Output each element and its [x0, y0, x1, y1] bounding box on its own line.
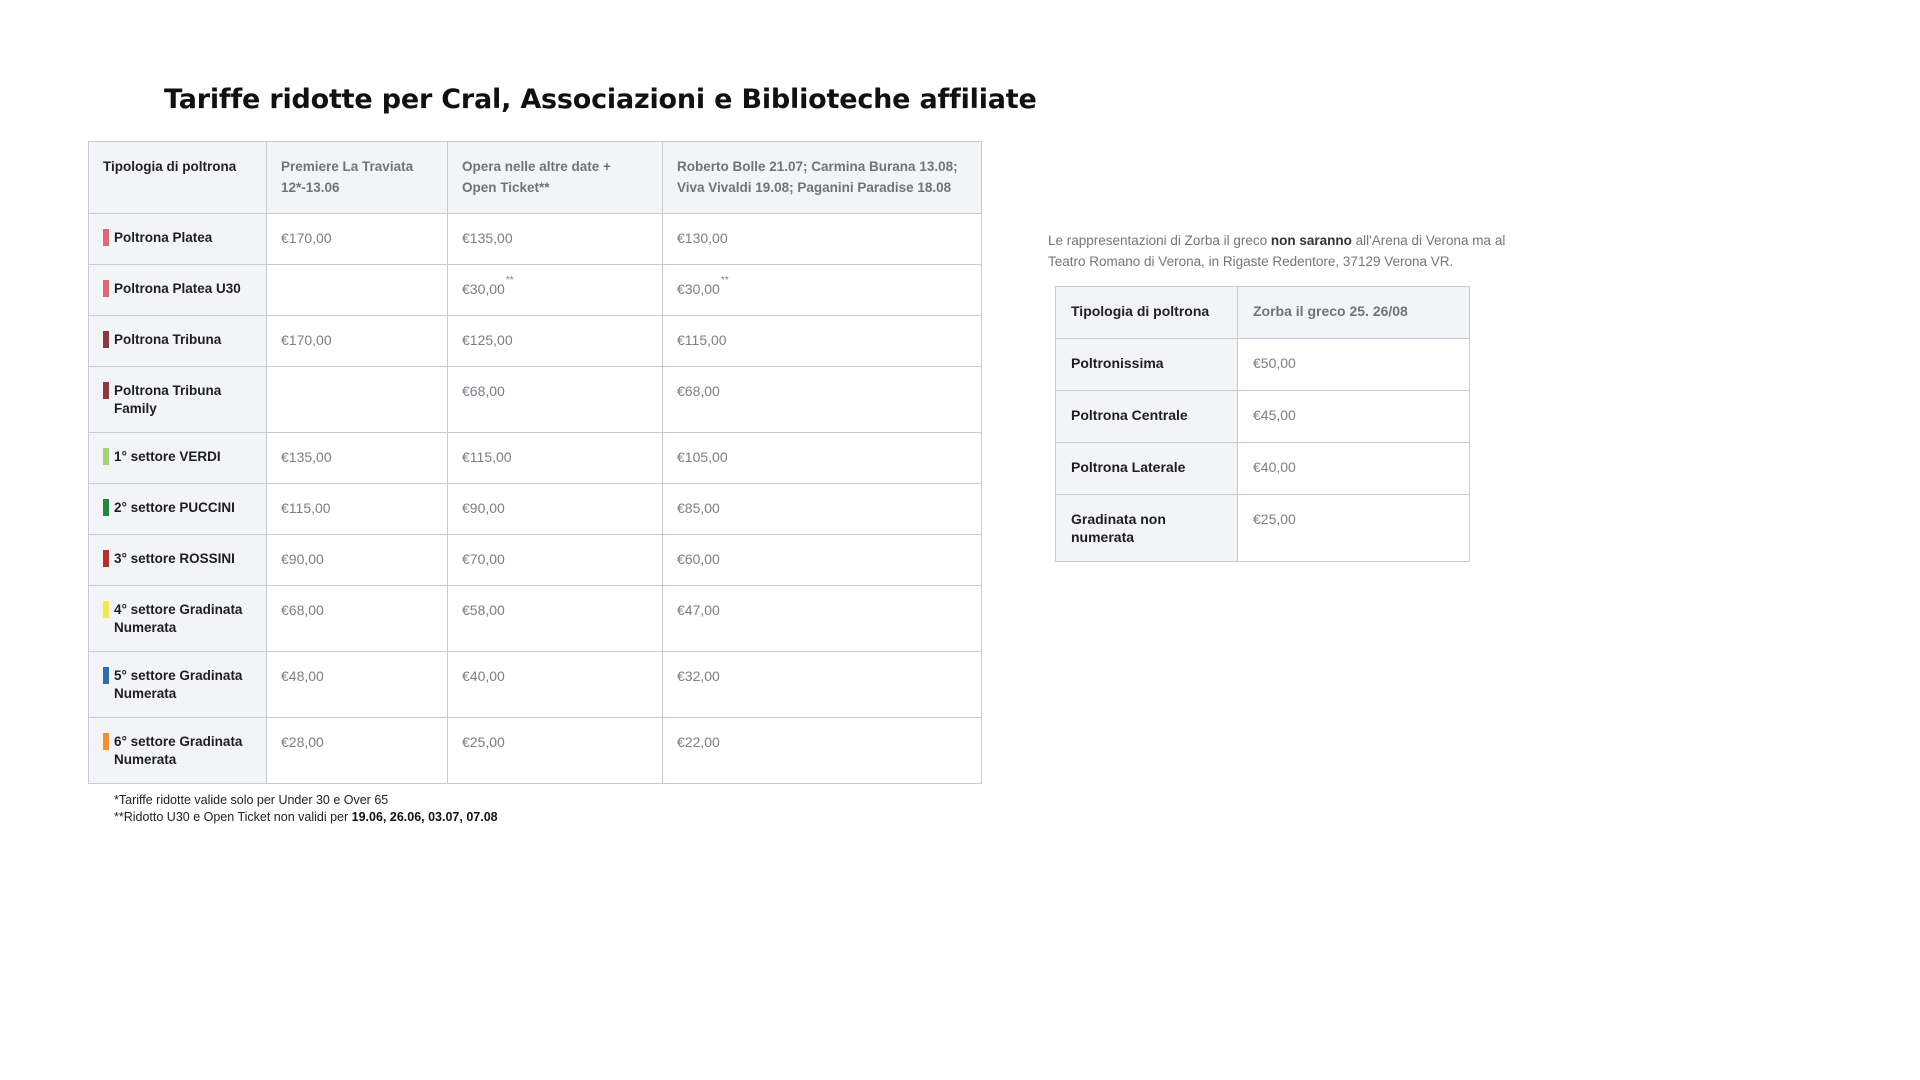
- price-cell: [448, 433, 663, 484]
- seat-type-cell: [1056, 443, 1238, 495]
- note-emphasis: non saranno: [1270, 233, 1352, 248]
- seat-type-label: Gradinata non numerata: [1071, 511, 1166, 545]
- price-cell: [663, 484, 982, 535]
- table-row: [89, 484, 982, 535]
- table-row: [1056, 495, 1470, 562]
- price-value: €32,00: [677, 668, 720, 684]
- price-value: €115,00: [677, 332, 727, 348]
- price-value: €70,00: [462, 551, 505, 567]
- seat-type-cell: [89, 718, 267, 784]
- price-cell: [267, 433, 448, 484]
- header-cell: [89, 142, 267, 214]
- price-cell: [448, 586, 663, 652]
- price-cell: [267, 652, 448, 718]
- color-swatch: [103, 499, 109, 516]
- price-cell: [448, 718, 663, 784]
- table-row: [89, 718, 982, 784]
- note-text-1: Le rappresentazioni di Zorba il greco: [1048, 233, 1271, 248]
- seat-type-label: 4° settore Gradinata Numerata: [114, 602, 243, 635]
- price-cell: [448, 484, 663, 535]
- price-value: €68,00: [677, 383, 720, 399]
- seat-type-cell: [89, 535, 267, 586]
- price-cell: [267, 484, 448, 535]
- price-cell: [663, 535, 982, 586]
- header-label: Zorba il greco 25. 26/08: [1253, 303, 1408, 319]
- price-cell: [1238, 391, 1470, 443]
- price-value: €22,00: [677, 734, 720, 750]
- price-value: €30,00: [677, 281, 720, 297]
- price-value: €58,00: [462, 602, 505, 618]
- seat-type-label: Poltrona Centrale: [1071, 407, 1188, 423]
- price-cell: [267, 367, 448, 433]
- price-value: €68,00: [281, 602, 324, 618]
- footnote-1: *Tariffe ridotte valide solo per Under 30 e Over 65: [114, 793, 389, 807]
- seat-type-label: Poltrona Platea: [114, 230, 213, 245]
- table-row: [89, 535, 982, 586]
- seat-type-label: 2° settore PUCCINI: [114, 500, 235, 515]
- footnote-2-text: **Ridotto U30 e Open Ticket non validi per: [114, 810, 352, 824]
- seat-type-label: Poltrona Tribuna: [114, 332, 222, 347]
- price-value: €125,00: [462, 332, 513, 348]
- seat-type-cell: [1056, 391, 1238, 443]
- footnote-marker: **: [720, 275, 729, 286]
- table-row: [89, 433, 982, 484]
- color-swatch: [103, 550, 109, 567]
- seat-type-cell: [89, 433, 267, 484]
- seat-type-cell: [1056, 339, 1238, 391]
- seat-type-cell: [89, 214, 267, 265]
- price-value: €85,00: [677, 500, 720, 516]
- price-value: €48,00: [281, 668, 324, 684]
- price-cell: [663, 367, 982, 433]
- price-cell: [663, 718, 982, 784]
- price-value: €115,00: [281, 500, 331, 516]
- seat-type-label: 3° settore ROSSINI: [114, 551, 235, 566]
- color-swatch: [103, 331, 109, 348]
- price-cell: [1238, 443, 1470, 495]
- color-swatch: [103, 229, 109, 246]
- price-cell: [448, 214, 663, 265]
- price-value: €135,00: [281, 449, 332, 465]
- price-cell: [267, 586, 448, 652]
- page-title: Tariffe ridotte per Cral, Associazioni e Biblioteche affiliate: [164, 84, 1037, 115]
- price-cell: [1238, 339, 1470, 391]
- price-value: €135,00: [462, 230, 513, 246]
- price-cell: [448, 316, 663, 367]
- table-row: [89, 652, 982, 718]
- price-cell: [663, 265, 982, 316]
- table-row: [89, 265, 982, 316]
- seat-type-cell: [89, 316, 267, 367]
- price-cell: [267, 214, 448, 265]
- seat-type-label: Poltrona Tribuna Family: [114, 383, 222, 416]
- color-swatch: [103, 448, 109, 465]
- color-swatch: [103, 280, 109, 297]
- header-cell: [663, 142, 982, 214]
- price-cell: [448, 265, 663, 316]
- table-row: [1056, 339, 1470, 391]
- price-cell: [663, 316, 982, 367]
- price-value: €40,00: [1253, 459, 1296, 475]
- seat-type-cell: [1056, 495, 1238, 562]
- price-cell: [267, 316, 448, 367]
- color-swatch: [103, 733, 109, 750]
- seat-type-cell: [89, 484, 267, 535]
- price-value: €30,00: [462, 281, 505, 297]
- price-value: €25,00: [1253, 511, 1296, 527]
- price-value: €50,00: [1253, 355, 1296, 371]
- header-label: Roberto Bolle 21.07; Carmina Burana 13.08; Viva Vivaldi 19.08; Paganini Paradise 18.08: [677, 159, 958, 195]
- price-cell: [663, 652, 982, 718]
- seat-type-cell: [89, 367, 267, 433]
- footnotes: [114, 792, 498, 826]
- price-value: €47,00: [677, 602, 720, 618]
- price-value: €115,00: [462, 449, 512, 465]
- note-text-2: all'Arena di Verona ma al Teatro Romano di Verona, in Rigaste Redentore, 37129 Verona VR.: [1048, 233, 1506, 269]
- zorba-location-note: [1048, 230, 1508, 272]
- price-cell: [663, 586, 982, 652]
- price-cell: [267, 265, 448, 316]
- header-cell: [267, 142, 448, 214]
- seat-type-label: 5° settore Gradinata Numerata: [114, 668, 243, 701]
- seat-type-label: 1° settore VERDI: [114, 449, 221, 464]
- price-value: €90,00: [462, 500, 505, 516]
- header-label: Opera nelle altre date + Open Ticket**: [462, 159, 611, 195]
- seat-type-cell: [89, 586, 267, 652]
- price-value: €105,00: [677, 449, 728, 465]
- header-cell: [1056, 287, 1238, 339]
- price-cell: [448, 652, 663, 718]
- price-value: €25,00: [462, 734, 505, 750]
- table-row: [89, 367, 982, 433]
- price-cell: [267, 535, 448, 586]
- price-value: €40,00: [462, 668, 505, 684]
- price-value: €28,00: [281, 734, 324, 750]
- header-label: Premiere La Traviata 12*-13.06: [281, 159, 414, 195]
- seat-type-label: Poltrona Platea U30: [114, 281, 241, 296]
- table-header-row: [89, 142, 982, 214]
- seat-type-label: Poltronissima: [1071, 355, 1164, 371]
- header-cell: [448, 142, 663, 214]
- price-value: €130,00: [677, 230, 728, 246]
- table-row: [89, 316, 982, 367]
- seat-type-cell: [89, 652, 267, 718]
- price-value: €68,00: [462, 383, 505, 399]
- rates-table: [88, 141, 982, 784]
- seat-type-label: 6° settore Gradinata Numerata: [114, 734, 243, 767]
- price-cell: [1238, 495, 1470, 562]
- header-label: Tipologia di poltrona: [1071, 303, 1210, 319]
- price-value: €45,00: [1253, 407, 1296, 423]
- table-row: [1056, 443, 1470, 495]
- price-cell: [663, 433, 982, 484]
- price-cell: [448, 367, 663, 433]
- price-value: €170,00: [281, 230, 332, 246]
- table-row: [1056, 391, 1470, 443]
- price-value: €90,00: [281, 551, 324, 567]
- footnote-2-dates: 19.06, 26.06, 03.07, 07.08: [351, 810, 498, 824]
- header-label: Tipologia di poltrona: [103, 159, 237, 174]
- header-cell: [1238, 287, 1470, 339]
- price-cell: [448, 535, 663, 586]
- seat-type-cell: [89, 265, 267, 316]
- table-row: [89, 586, 982, 652]
- table-row: [89, 214, 982, 265]
- price-value: €170,00: [281, 332, 332, 348]
- price-cell: [267, 718, 448, 784]
- seat-type-label: Poltrona Laterale: [1071, 459, 1186, 475]
- table-header-row: [1056, 287, 1470, 339]
- footnote-2: [114, 809, 498, 826]
- zorba-rates-table: [1055, 286, 1470, 562]
- price-value: €60,00: [677, 551, 720, 567]
- price-cell: [663, 214, 982, 265]
- color-swatch: [103, 667, 109, 684]
- color-swatch: [103, 601, 109, 618]
- footnote-marker: **: [505, 275, 514, 286]
- color-swatch: [103, 382, 109, 399]
